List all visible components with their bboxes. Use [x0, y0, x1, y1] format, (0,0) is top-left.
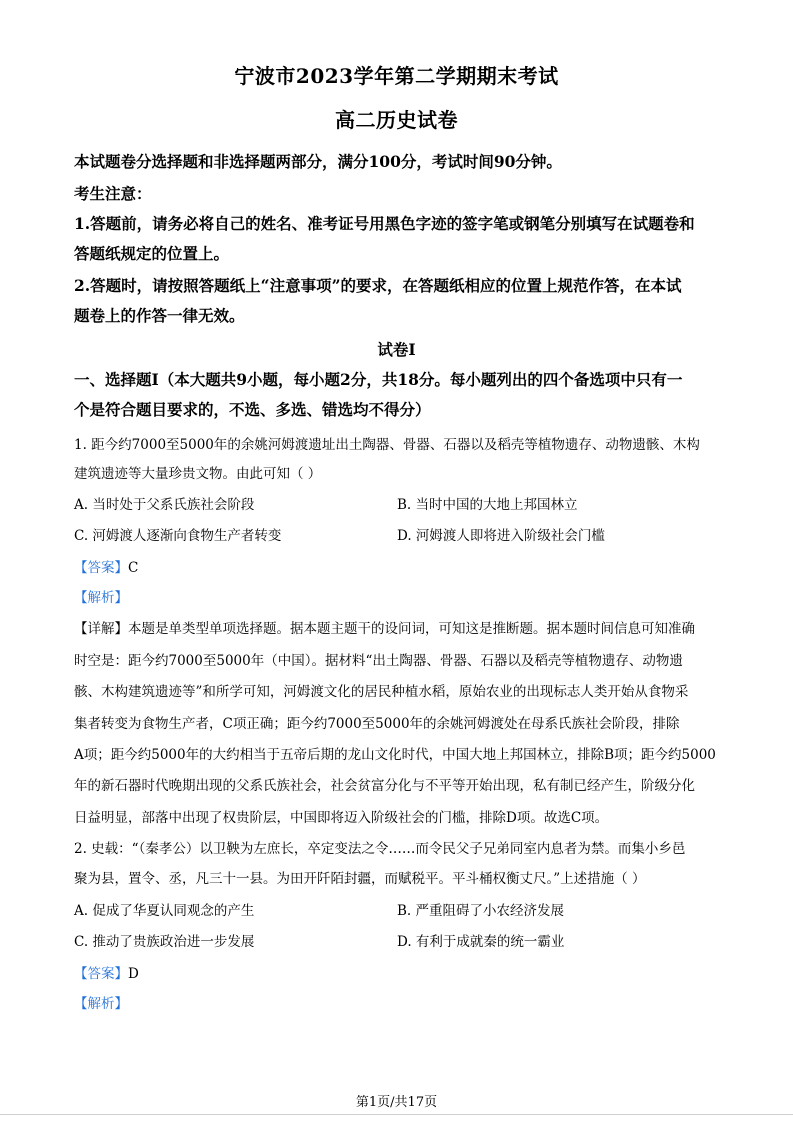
notice-item-2-line-2: 题卷上的作答一律无效。: [74, 306, 245, 325]
question-1-analysis-label: 【解析】: [74, 590, 128, 606]
question-1-stem-line-2: 建筑遗迹等大量珍贵文物。由此可知（ ）: [74, 466, 322, 482]
page-indicator: 第1页/共17页: [355, 1095, 438, 1110]
question-1-detail-line: 集者转变为食物生产者，C项正确；距今约7000至5000年的余姚河姆渡处在母系氏族社会阶段，排除: [74, 716, 680, 732]
section-heading-line-2: 个是符合题目要求的，不选、多选、错选均不得分）: [74, 400, 431, 419]
question-2-option-c: C. 推动了贵族政治进一步发展: [74, 934, 255, 950]
notice-title: 考生注意：: [74, 184, 152, 203]
notice-item-2-line-1: 2.答题时，请按照答题纸上“注意事项”的要求，在答题纸相应的位置上规范作答，在本试: [74, 276, 682, 295]
footer-divider: [0, 1114, 793, 1115]
answer-value: D: [128, 966, 139, 982]
question-2-option-d: D. 有利于成就秦的统一霸业: [397, 934, 565, 950]
answer-value: C: [128, 560, 139, 576]
exam-subtitle: 高二历史试卷: [335, 108, 458, 132]
question-1-detail-line: 骸、木构建筑遗迹等”和所学可知，河姆渡文化的居民种植水稻，原始农业的出现标志人类开始从食物采: [74, 684, 689, 700]
question-1-detail-line: 年的新石器时代晚期出现的父系氏族社会，社会贫富分化与不平等开始出现，私有制已经产生，阶级分化: [74, 778, 695, 794]
question-1-answer: [74, 556, 724, 576]
question-1-option-d: D. 河姆渡人即将进入阶级社会门槛: [397, 528, 605, 544]
question-2-answer: [74, 962, 724, 982]
question-2-analysis-label: 【解析】: [74, 996, 128, 1012]
question-2-stem-line-1: 2. 史载：“（秦孝公）以卫鞅为左庶长，卒定变法之令……而令民父子兄弟同室内息者为禁。而集小乡邑: [74, 841, 686, 857]
paper-label: 试卷Ⅰ: [377, 340, 416, 359]
question-1-option-c: C. 河姆渡人逐渐向食物生产者转变: [74, 528, 282, 544]
exam-title: 宁波市2023学年第二学期期末考试: [234, 64, 559, 88]
notice-item-1-line-2: 答题纸规定的位置上。: [74, 244, 230, 263]
answer-label: 【答案】: [74, 966, 128, 982]
question-1-option-b: B. 当时中国的大地上邦国林立: [397, 497, 578, 513]
intro-text: 本试题卷分选择题和非选择题两部分，满分100分，考试时间90分钟。: [74, 152, 562, 171]
question-2-option-a: A. 促成了华夏认同观念的产生: [74, 903, 255, 919]
question-1-detail-line: A项；距今约5000年的大约相当于五帝后期的龙山文化时代，中国大地上邦国林立，排除B项；距今约5000: [74, 747, 716, 763]
notice-item-1-line-1: 1.答题前，请务必将自己的姓名、准考证号用黑色字迹的签字笔或钢笔分别填写在试题卷和: [74, 214, 695, 233]
question-2-option-b: B. 严重阻碍了小农经济发展: [397, 903, 565, 919]
question-1-option-a: A. 当时处于父系氏族社会阶段: [74, 497, 255, 513]
question-1-detail-line: 日益明显，部落中出现了权贵阶层，中国即将迈入阶级社会的门槛，排除D项。故选C项。: [74, 810, 609, 826]
answer-label: 【答案】: [74, 560, 128, 576]
section-heading-line-1: 一、选择题Ⅰ（本大题共9小题，每小题2分，共18分。每小题列出的四个备选项中只有一: [74, 370, 683, 389]
question-2-stem-line-2: 聚为县，置令、丞，凡三十一县。为田开阡陌封疆，而赋税平。平斗桶权衡丈尺。”上述措施（ ）: [74, 871, 646, 887]
question-1-detail-line: 时空是：距今约7000至5000年（中国）。据材料“出土陶器、骨器、石器以及稻壳等植物遗存、动物遗: [74, 653, 683, 669]
question-1-detail-line: 【详解】本题是单类型单项选择题。据本题主题干的设问词，可知这是推断题。据本题时间信息可知准确: [74, 621, 695, 637]
question-1-stem-line-1: 1. 距今约7000至5000年的余姚河姆渡遗址出土陶器、骨器、石器以及稻壳等植物遗存、动物遗骸、木构: [74, 437, 700, 453]
